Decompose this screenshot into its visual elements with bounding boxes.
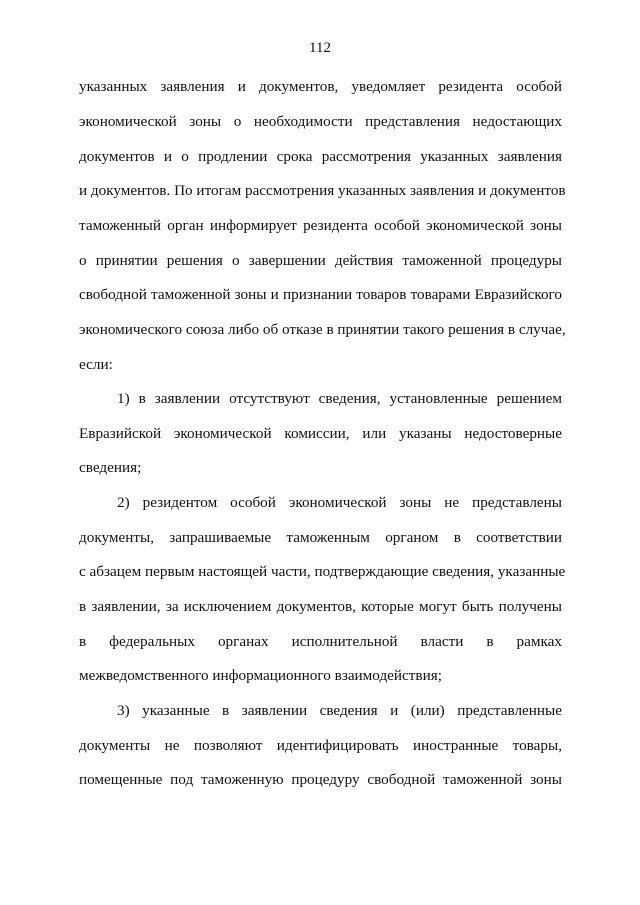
list-item-2-line: 2) резидентом особой экономической зоны не представлены (117, 494, 562, 511)
text-line: экономического союза либо об отказе в принятии такого решения в случае, (79, 321, 566, 338)
text-line: в федеральных органах исполнительной власти в рамках (79, 633, 562, 650)
text-line: экономической зоны о необходимости представления недостающих (79, 113, 562, 130)
text-line: если: (79, 356, 113, 373)
text-line: межведомственного информационного взаимодействия; (79, 667, 442, 684)
page-number: 112 (309, 40, 331, 56)
list-item-3-line: 3) указанные в заявлении сведения и (или) представленные (117, 702, 562, 719)
text-line: документов и о продлении срока рассмотрения указанных заявления (79, 148, 562, 165)
text-line: свободной таможенной зоны и признании товаров товарами Евразийского (79, 286, 562, 303)
text-line: таможенный орган информирует резидента особой экономической зоны (79, 217, 562, 234)
text-line: и документов. По итогам рассмотрения указанных заявления и документов (79, 182, 566, 199)
text-line: в заявлении, за исключением документов, которые могут быть получены (79, 598, 562, 615)
text-line: сведения; (79, 459, 142, 476)
text-line: с абзацем первым настоящей части, подтверждающие сведения, указанные (79, 563, 566, 580)
text-line: помещенные под таможенную процедуру свободной таможенной зоны (79, 771, 562, 788)
text-line: Евразийской экономической комиссии, или указаны недостоверные (79, 425, 562, 442)
text-line: документы не позволяют идентифицировать иностранные товары, (79, 737, 562, 754)
list-item-1-line: 1) в заявлении отсутствуют сведения, установленные решением (117, 390, 562, 407)
text-line: указанных заявления и документов, уведомляет резидента особой (79, 78, 562, 95)
text-line: документы, запрашиваемые таможенным органом в соответствии (79, 529, 562, 546)
text-line: о принятии решения о завершении действия таможенной процедуры (79, 252, 562, 269)
